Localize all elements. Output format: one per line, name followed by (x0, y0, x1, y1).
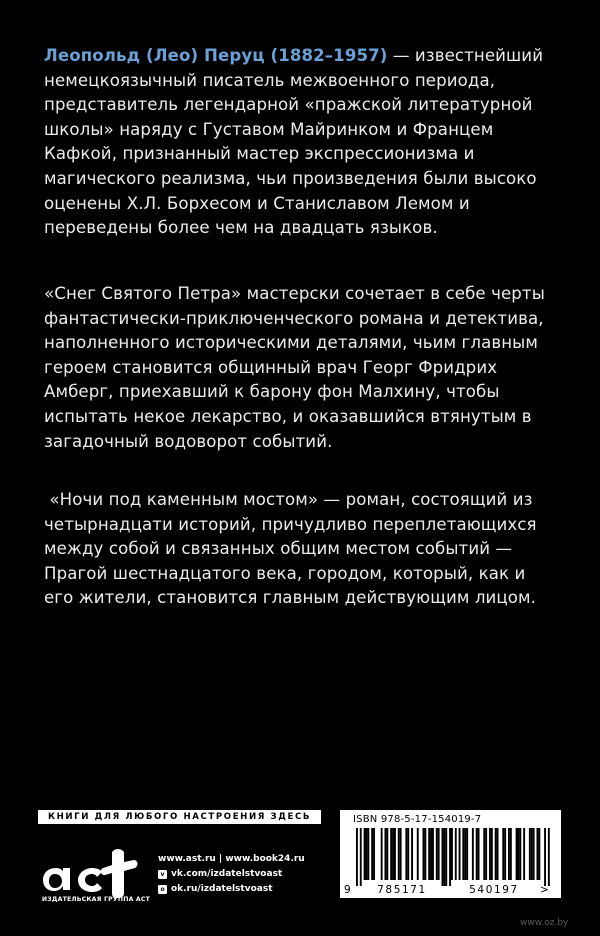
publisher-links (158, 852, 318, 897)
barcode-bar (400, 828, 402, 880)
barcode-bar (455, 828, 457, 880)
barcode-bar (411, 828, 413, 880)
isbn-barcode (340, 810, 561, 898)
barcode-bar (381, 828, 383, 880)
barcode-bar (466, 828, 468, 880)
barcode-bar (476, 828, 478, 880)
barcode-bar (548, 828, 550, 886)
barcode-digits (344, 884, 560, 896)
barcode-bar (459, 828, 461, 880)
barcode-bar (371, 828, 373, 880)
barcode-bar (531, 828, 533, 880)
barcode-bar (510, 828, 512, 880)
barcode-bar (428, 828, 430, 880)
barcode-bar (523, 828, 525, 880)
barcode-bar (390, 828, 392, 880)
barcode-bar (516, 828, 518, 880)
barcode-bar (386, 828, 388, 880)
barcode-bar (518, 828, 520, 880)
barcode-bar (533, 828, 535, 880)
barcode-bar (360, 828, 362, 886)
publisher-caption: ИЗДАТЕЛЬСКАЯ ГРУППА АСТ (41, 896, 151, 903)
barcode-bar (478, 828, 480, 880)
barcode-bar (423, 828, 425, 880)
barcode-bar (356, 828, 358, 886)
barcode-bar (364, 828, 366, 880)
barcode-bar (472, 828, 474, 880)
book-one-description: «Снег Святого Петра» мастерски сочетает в себе черты фантастически-приключенческого романа и детектива, наполненного историческими деталями, чьим главным героем становится общинный врач Георг Фридрих Амберг, приехавший к барону фон Малхину, чтобы испытать некое лекарство, и оказавшийся втянутым в загадочный водоворот событий. (44, 284, 545, 451)
watermark: www.oz.by (520, 918, 569, 928)
vk-row (158, 867, 318, 882)
barcode-bar (504, 828, 506, 880)
websites-row (158, 852, 318, 867)
barcode-bar (538, 828, 540, 880)
barcode-bar (497, 828, 499, 880)
vk-link[interactable]: vk.com/izdatelstvoast (171, 869, 283, 879)
vk-icon: v (158, 870, 167, 879)
barcode-digits-right: 540197 (469, 884, 519, 896)
author-bio-text: — известнейший немецкоязычный писатель межвоенного периода, представитель легендарной «пражской литературной школы» наряду с Густавом Майринком и Францем Кафкой, признанный мастер экспрессионизма и магического реализма, чьи произведения были высоко оценены Х.Л. Борхесом и Станиславом Лемом и переведены более чем на двадцать языков. (44, 46, 544, 238)
barcode-bar (405, 828, 407, 880)
paragraph-book-one (44, 282, 560, 454)
barcode-bar (508, 828, 510, 880)
barcode-bar (432, 828, 434, 880)
odnoklassniki-icon: o (158, 885, 167, 894)
barcode-bar (373, 828, 375, 880)
ok-link[interactable]: ok.ru/izdatelstvoast (171, 884, 273, 894)
barcode-arrow: > (540, 884, 549, 896)
barcode-bar (483, 828, 485, 880)
paragraph-book-two (44, 488, 560, 611)
barcode-bar (366, 828, 368, 880)
barcode-bars (352, 828, 552, 886)
barcode-bar (529, 828, 531, 880)
barcode-bar (519, 828, 521, 880)
barcode-bar (451, 828, 453, 880)
barcode-bar (544, 828, 546, 886)
barcode-bar (445, 828, 447, 886)
isbn-number: ISBN 978-5-17-154019-7 (353, 814, 482, 825)
barcode-bar (398, 828, 400, 880)
ast-logo (40, 832, 150, 904)
barcode-bar (485, 828, 487, 880)
barcode-bar (462, 828, 464, 880)
barcode-bar (367, 828, 369, 880)
barcode-bar (489, 828, 491, 880)
author-name: Леопольд (Лео) Перуц (1882–1957) (44, 46, 388, 65)
barcode-bar (392, 828, 394, 880)
barcode-bar (502, 828, 504, 880)
barcode-bar (436, 828, 438, 880)
barcode-bar (495, 828, 497, 880)
publisher-tagline: КНИГИ ДЛЯ ЛЮБОГО НАСТРОЕНИЯ ЗДЕСЬ (38, 810, 321, 824)
barcode-bar (438, 828, 440, 880)
ok-row (158, 882, 318, 897)
barcode-bar (464, 828, 466, 880)
barcode-bar (385, 828, 387, 880)
barcode-bar (537, 828, 539, 880)
barcode-bar (407, 828, 409, 880)
barcode-bar (394, 828, 396, 880)
barcode-digit-first: 9 (344, 884, 351, 896)
paragraph-author-bio (44, 44, 560, 241)
book-two-description: «Ночи под каменным мостом» — роман, состоящий из четырнадцати историй, причудливо переплетающихся между собой и связанных общим местом событий — Прагой шестнадцатого века, городом, который, как и его жители, становится главным действующим лицом. (44, 490, 543, 608)
websites-link[interactable]: www.ast.ru | www.book24.ru (158, 854, 305, 864)
barcode-bar (424, 828, 426, 880)
barcode-bar (430, 828, 432, 880)
barcode-bar (491, 828, 493, 880)
barcode-bar (443, 828, 445, 886)
barcode-bar (417, 828, 419, 880)
barcode-digits-left: 785171 (377, 884, 427, 896)
barcode-bar (442, 828, 444, 886)
barcode-bar (449, 828, 451, 886)
